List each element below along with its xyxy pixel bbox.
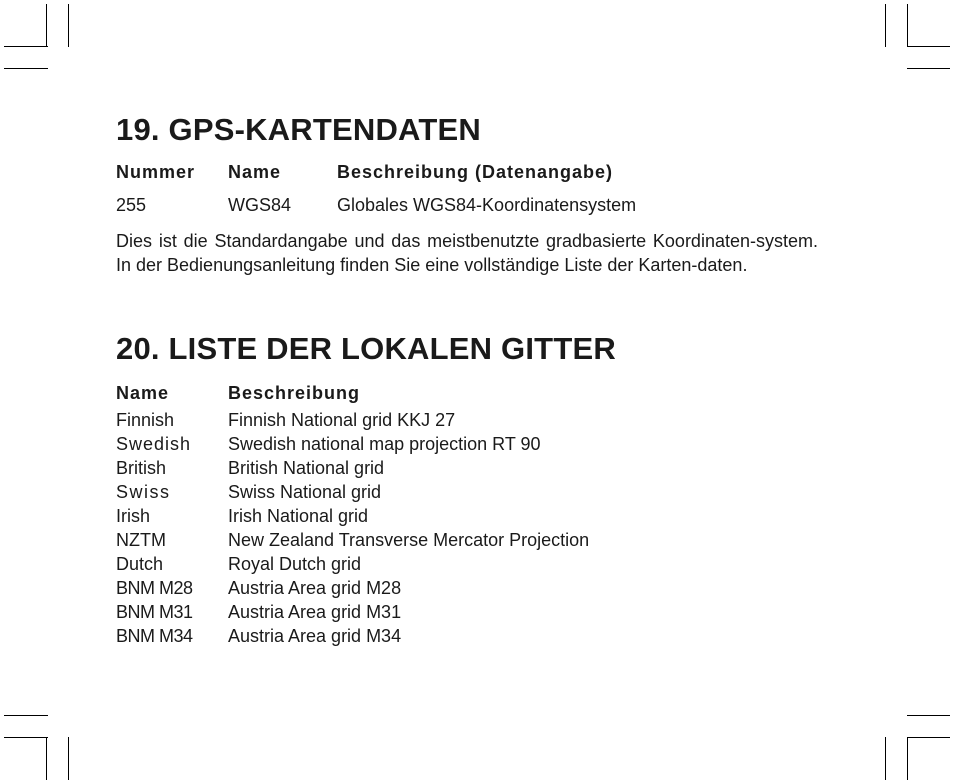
grid-description: Swiss National grid (228, 482, 382, 502)
grid-name: Swedish (116, 434, 192, 454)
column-header-name: Name (116, 383, 170, 403)
grid-description: Austria Area grid M34 (228, 626, 402, 646)
grid-description: Swedish national map projection RT 90 (228, 434, 541, 454)
grid-name: Irish (116, 506, 151, 526)
crop-mark (907, 737, 908, 780)
grid-name: Finnish (116, 410, 175, 430)
row-number: 255 (116, 195, 147, 215)
crop-mark (4, 715, 48, 716)
crop-mark (4, 737, 48, 738)
crop-mark (907, 737, 950, 738)
crop-mark (907, 4, 908, 47)
crop-mark (885, 737, 886, 780)
crop-mark (907, 68, 950, 69)
grid-description: Royal Dutch grid (228, 554, 362, 574)
crop-mark (907, 46, 950, 47)
grid-description: Finnish National grid KKJ 27 (228, 410, 456, 430)
column-header-description: Beschreibung (228, 383, 361, 403)
grid-description: New Zealand Transverse Mercator Projection (228, 530, 590, 550)
grid-description: Austria Area grid M31 (228, 602, 402, 622)
column-header-description: Beschreibung (Datenangabe) (337, 162, 614, 182)
grid-name: BNM M28 (116, 578, 193, 598)
grid-name: NZTM (116, 530, 166, 550)
grid-description: British National grid (228, 458, 385, 478)
crop-mark (907, 715, 950, 716)
section-19-title: 19. GPS-KARTENDATEN (116, 112, 481, 147)
crop-mark (4, 68, 48, 69)
crop-mark (885, 4, 886, 47)
grid-name: British (116, 458, 167, 478)
crop-mark (46, 4, 47, 47)
crop-mark (4, 46, 48, 47)
section-20-title: 20. LISTE DER LOKALEN GITTER (116, 331, 616, 366)
column-header-name: Name (228, 162, 282, 182)
crop-mark (46, 737, 47, 780)
grid-description: Austria Area grid M28 (228, 578, 402, 598)
crop-mark (68, 737, 69, 780)
crop-mark (68, 4, 69, 47)
row-description: Globales WGS84-Koordinatensystem (337, 195, 637, 215)
grid-name: BNM M34 (116, 626, 193, 646)
grid-name: BNM M31 (116, 602, 193, 622)
grid-name: Dutch (116, 554, 164, 574)
grid-description: Irish National grid (228, 506, 369, 526)
column-header-number: Nummer (116, 162, 196, 182)
row-name: WGS84 (228, 195, 292, 215)
section-19-paragraph: Dies ist die Standardangabe und das meistbenutzte gradbasierte Koordinaten-system. In der Bedienungsanleitung finden Sie eine vollständige Liste der Karten-daten. (116, 231, 818, 275)
grid-name: Swiss (116, 482, 171, 502)
